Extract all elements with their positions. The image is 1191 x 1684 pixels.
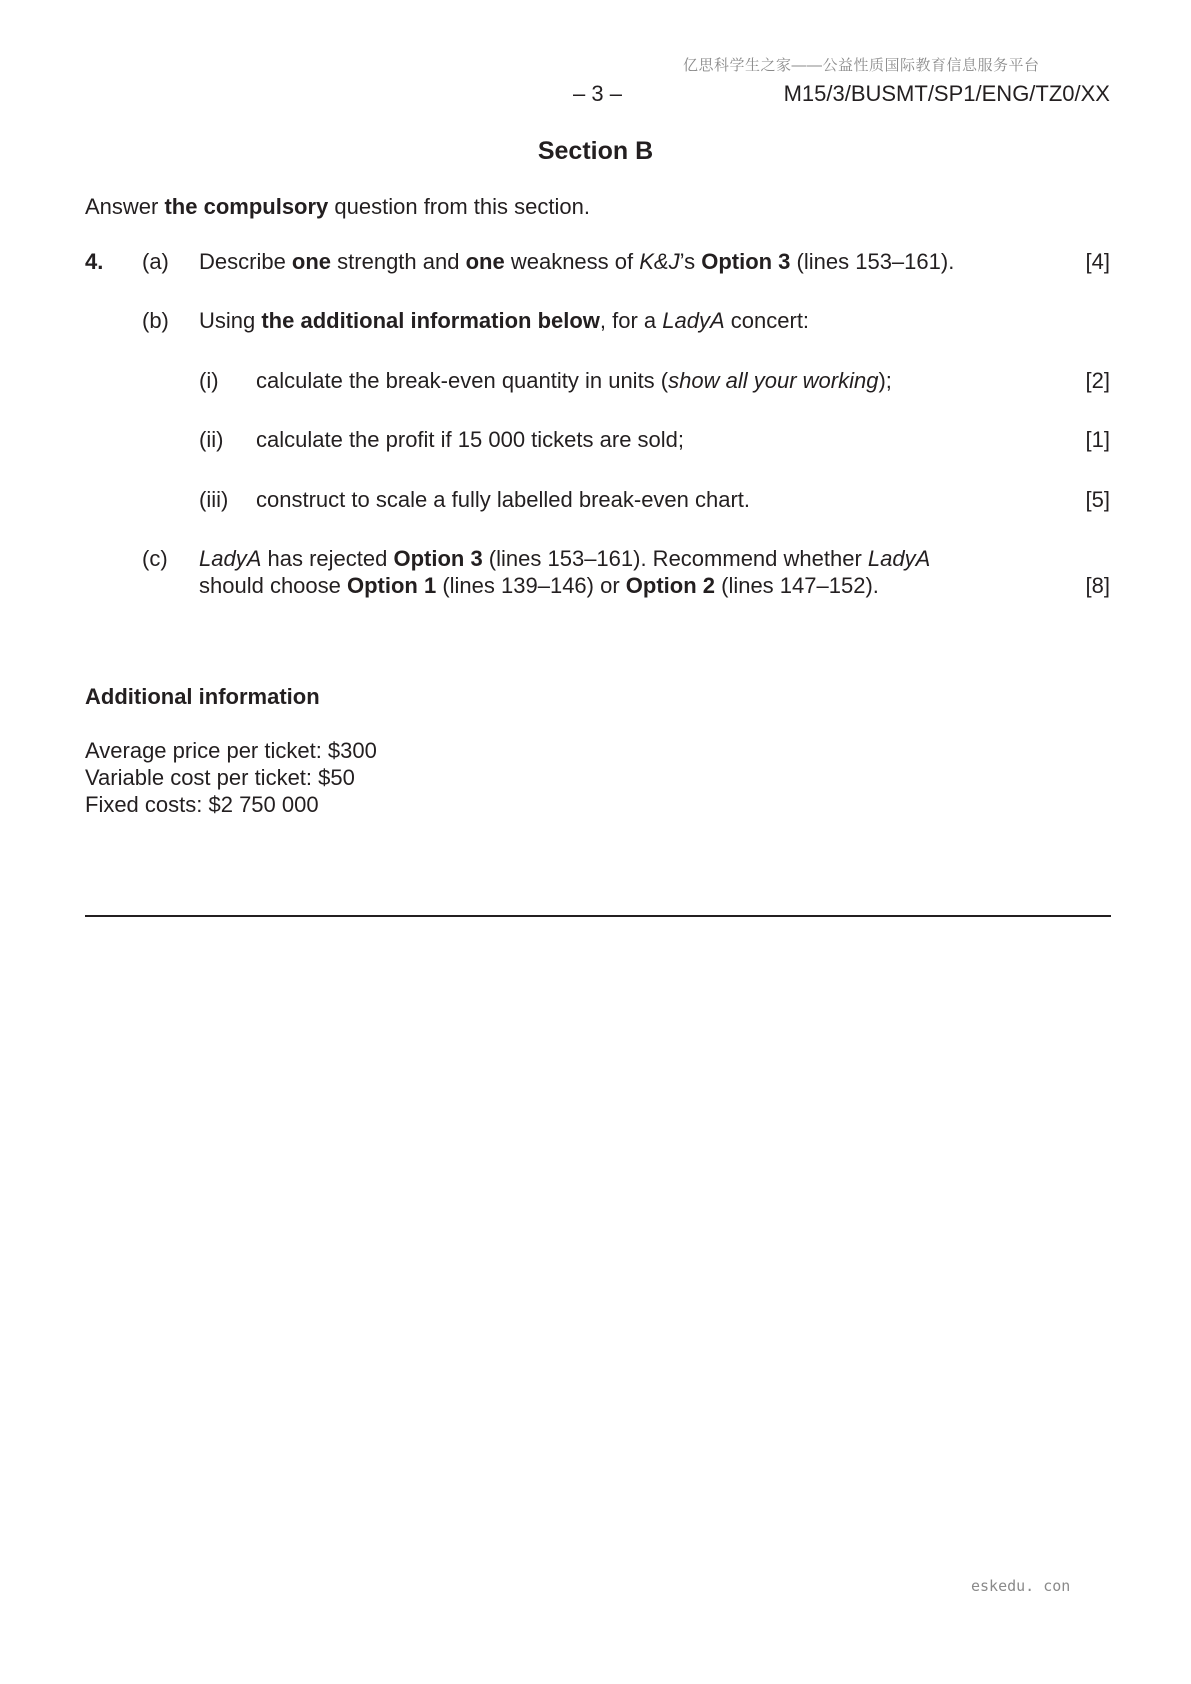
part-b-ii-marks: [1]: [1085, 427, 1110, 452]
part-b-label: (b): [142, 308, 169, 333]
part-b-i-label: (i): [199, 368, 219, 393]
part-b-iii-text: construct to scale a fully labelled break-even chart.: [256, 487, 751, 512]
section-divider: [85, 915, 1111, 917]
part-b-iii-label: (iii): [199, 487, 229, 512]
additional-info-line: Variable cost per ticket: $50: [85, 765, 355, 790]
page-number: – 3 –: [573, 81, 622, 106]
part-b-ii-label: (ii): [199, 427, 224, 452]
part-b-i-text: calculate the break-even quantity in units (show all your working);: [256, 368, 892, 393]
footer-watermark: eskedu. con: [971, 1577, 1071, 1595]
additional-info-heading: Additional information: [85, 684, 320, 709]
part-c-label: (c): [142, 546, 168, 571]
additional-info-line: Fixed costs: $2 750 000: [85, 792, 319, 817]
instruction: Answer the compulsory question from this section.: [85, 194, 590, 219]
part-b-ii-text: calculate the profit if 15 000 tickets are sold;: [256, 427, 685, 452]
part-b-i-marks: [2]: [1085, 368, 1110, 393]
section-title: Section B: [537, 137, 654, 165]
part-c-text-line2: should choose Option 1 (lines 139–146) or Option 2 (lines 147–152).: [199, 573, 879, 598]
part-b-text: Using the additional information below, for a LadyA concert:: [199, 308, 810, 333]
paper-code: M15/3/BUSMT/SP1/ENG/TZ0/XX: [783, 81, 1110, 106]
part-c-text-line1: LadyA has rejected Option 3 (lines 153–161). Recommend whether LadyA: [199, 546, 931, 571]
part-a-label: (a): [142, 249, 169, 274]
part-a-marks: [4]: [1085, 249, 1110, 274]
additional-info-line: Average price per ticket: $300: [85, 738, 377, 763]
part-b-iii-marks: [5]: [1085, 487, 1110, 512]
question-number: 4.: [85, 249, 104, 274]
part-a-text: Describe one strength and one weakness of K&J’s Option 3 (lines 153–161).: [199, 249, 955, 274]
header-watermark: 亿思科学生之家——公益性质国际教育信息服务平台: [683, 57, 1040, 74]
part-c-marks: [8]: [1085, 573, 1110, 598]
